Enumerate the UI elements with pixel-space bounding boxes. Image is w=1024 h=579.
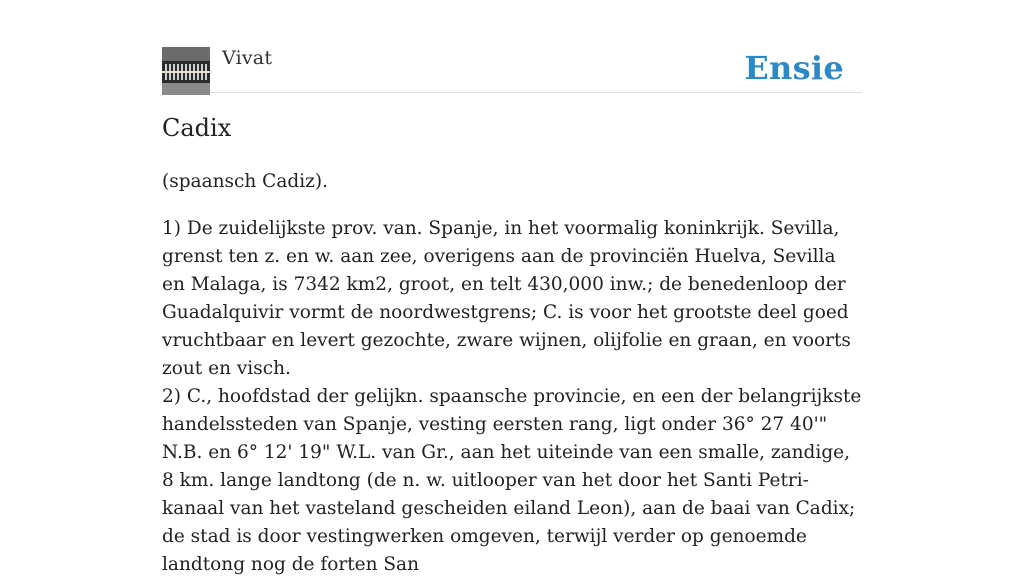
bookshelf-avatar-icon — [162, 47, 210, 95]
article-paragraph-1: 1) De zuidelijkste prov. van. Spanje, in het voormalig koninkrijk. Sevilla, grenst ten z. en w. aan zee, overigens aan de provinciën Huelva, Sevilla en Malaga, is 7342 km2, groot, en telt 430,000 inw.; de benedenloop der Guadalquivir vormt de noordwestgrens; C. is voor het grootste deel goed vruchtbaar en levert gezochte, zware wijnen, olijfolie en graan, en voorts zout en visch. — [162, 218, 851, 379]
author-avatar[interactable] — [162, 47, 210, 95]
article-body — [162, 168, 862, 579]
author-name[interactable]: Vivat — [222, 47, 273, 69]
article-subtitle: (spaansch Cadiz). — [162, 171, 328, 192]
article-paragraph-2: 2) C., hoofdstad der gelijkn. spaansche provincie, en een der belangrijkste handelssteden van Spanje, vesting eersten rang, ligt onder 36° 27 40'" N.B. en 6° 12' 19" W.L. van Gr., aan het uiteinde van een smalle, zandige, 8 km. lange landtong (de n. w. uitlooper van het door het Santi Petri-kanaal van het vasteland gescheiden eiland Leon), aan de baai van Cadix; de stad is door vestingwerken omgeven, terwijl verder op genoemde landtong nog de forten San — [162, 386, 862, 575]
page-title: Cadix — [162, 114, 232, 142]
site-header — [162, 46, 862, 93]
site-logo[interactable]: Ensie — [744, 49, 844, 87]
